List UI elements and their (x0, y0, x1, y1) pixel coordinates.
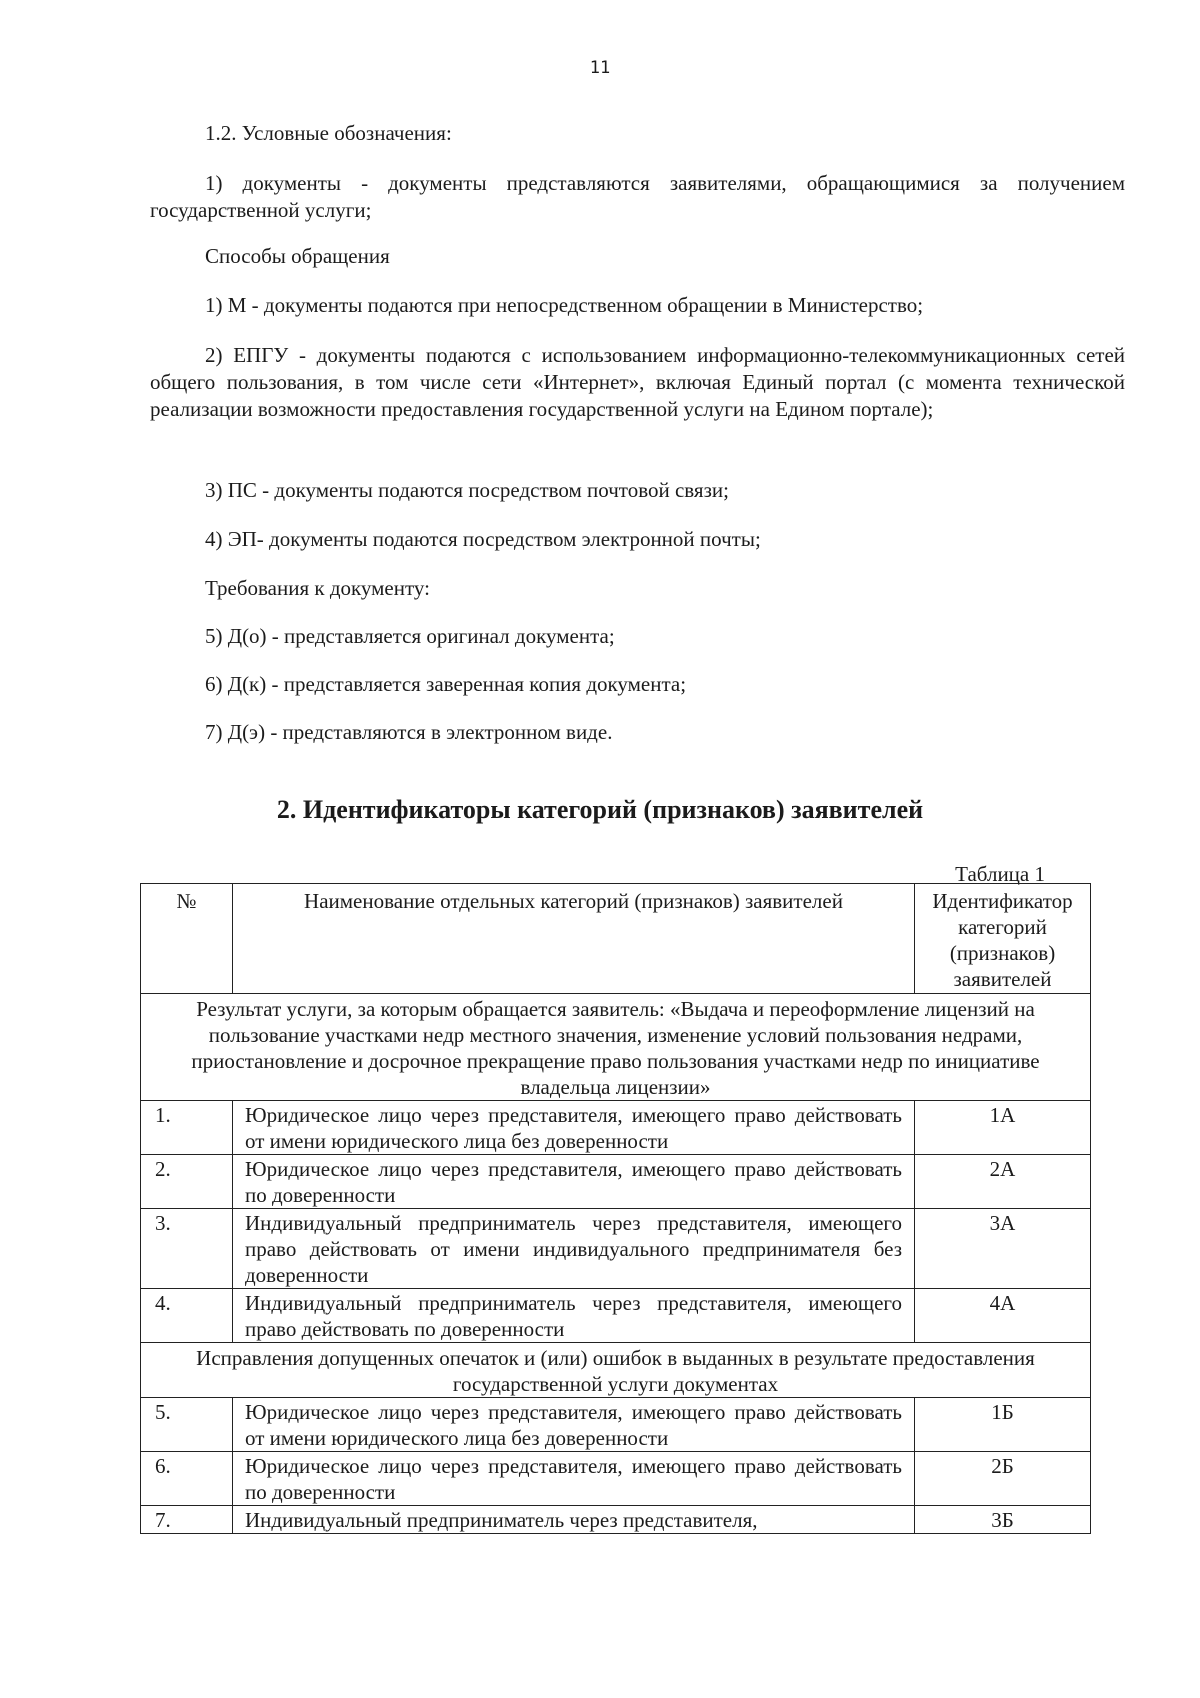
header-category-name: Наименование отдельных категорий (признаков) заявителей (233, 884, 915, 994)
row-category: Юридическое лицо через представителя, имеющего право действовать по доверенности (233, 1452, 915, 1506)
method-epgu: 2) ЕПГУ - документы подаются с использованием информационно-телекоммуникационных сетей общего пользования, в том числе сети «Интернет», включая Единый портал (с момента технической реализации возможности предоставления государственной услуги на Едином портале); (150, 343, 1125, 421)
requirements-label: Требования к документу: (205, 576, 430, 600)
row-identifier: 4А (915, 1289, 1091, 1343)
method-ep: 4) ЭП- документы подаются посредством электронной почты; (205, 527, 761, 551)
table-row (141, 1101, 1091, 1155)
row-number: 5. (141, 1398, 233, 1452)
requirement-electronic: 7) Д(э) - представляются в электронном виде. (205, 720, 613, 744)
table-caption: Таблица 1 (955, 862, 1045, 886)
table-section-row (141, 994, 1091, 1101)
row-number: 3. (141, 1209, 233, 1289)
table-header-row (141, 884, 1091, 994)
table-row (141, 1452, 1091, 1506)
row-category: Индивидуальный предприниматель через представителя, имеющего право действовать по доверенности (233, 1289, 915, 1343)
row-number: 4. (141, 1289, 233, 1343)
row-number: 6. (141, 1452, 233, 1506)
table-row (141, 1506, 1091, 1534)
row-identifier: 1А (915, 1101, 1091, 1155)
row-identifier: 3А (915, 1209, 1091, 1289)
method-m: 1) М - документы подаются при непосредственном обращении в Министерство; (205, 293, 924, 317)
row-category: Юридическое лицо через представителя, имеющего право действовать по доверенности (233, 1155, 915, 1209)
header-number: № (141, 884, 233, 994)
requirement-copy: 6) Д(к) - представляется заверенная копия документа; (205, 672, 687, 696)
row-category: Юридическое лицо через представителя, имеющего право действовать от имени юридического лица без доверенности (233, 1398, 915, 1452)
row-category: Индивидуальный предприниматель через представителя, (233, 1506, 915, 1534)
section-service-result: Результат услуги, за которым обращается заявитель: «Выдача и переоформление лицензий на пользование участками недр местного значения, изменение условий пользования недрами, приостановление и досрочное прекращение право пользования участками недр по инициативе владельца лицензии» (141, 994, 1091, 1101)
row-category: Юридическое лицо через представителя, имеющего право действовать от имени юридического лица без доверенности (233, 1101, 915, 1155)
requirement-original: 5) Д(о) - представляется оригинал документа; (205, 624, 615, 648)
section-heading: 2. Идентификаторы категорий (признаков) заявителей (276, 795, 924, 824)
table-row (141, 1209, 1091, 1289)
subsection-title: 1.2. Условные обозначения: (205, 121, 452, 145)
page-number: 11 (589, 58, 611, 78)
row-number: 1. (141, 1101, 233, 1155)
row-identifier: 1Б (915, 1398, 1091, 1452)
section-corrections: Исправления допущенных опечаток и (или) ошибок в выданных в результате предоставления государственной услуги документах (141, 1343, 1091, 1398)
row-category: Индивидуальный предприниматель через представителя, имеющего право действовать от имени индивидуального предпринимателя без доверенности (233, 1209, 915, 1289)
row-identifier: 2Б (915, 1452, 1091, 1506)
method-ps: 3) ПС - документы подаются посредством почтовой связи; (205, 478, 729, 502)
row-identifier: 2А (915, 1155, 1091, 1209)
methods-label: Способы обращения (205, 244, 390, 268)
row-identifier: 3Б (915, 1506, 1091, 1534)
row-number: 2. (141, 1155, 233, 1209)
row-number: 7. (141, 1506, 233, 1534)
table-section-row (141, 1343, 1091, 1398)
table-row (141, 1155, 1091, 1209)
applicant-categories-table (140, 883, 1091, 1534)
header-identifier: Идентификатор категорий (признаков) заявителей (915, 884, 1091, 994)
definition-documents: 1) документы - документы представляются заявителями, обращающимися за получением государственной услуги; (150, 171, 1125, 222)
table-row (141, 1398, 1091, 1452)
table-row (141, 1289, 1091, 1343)
